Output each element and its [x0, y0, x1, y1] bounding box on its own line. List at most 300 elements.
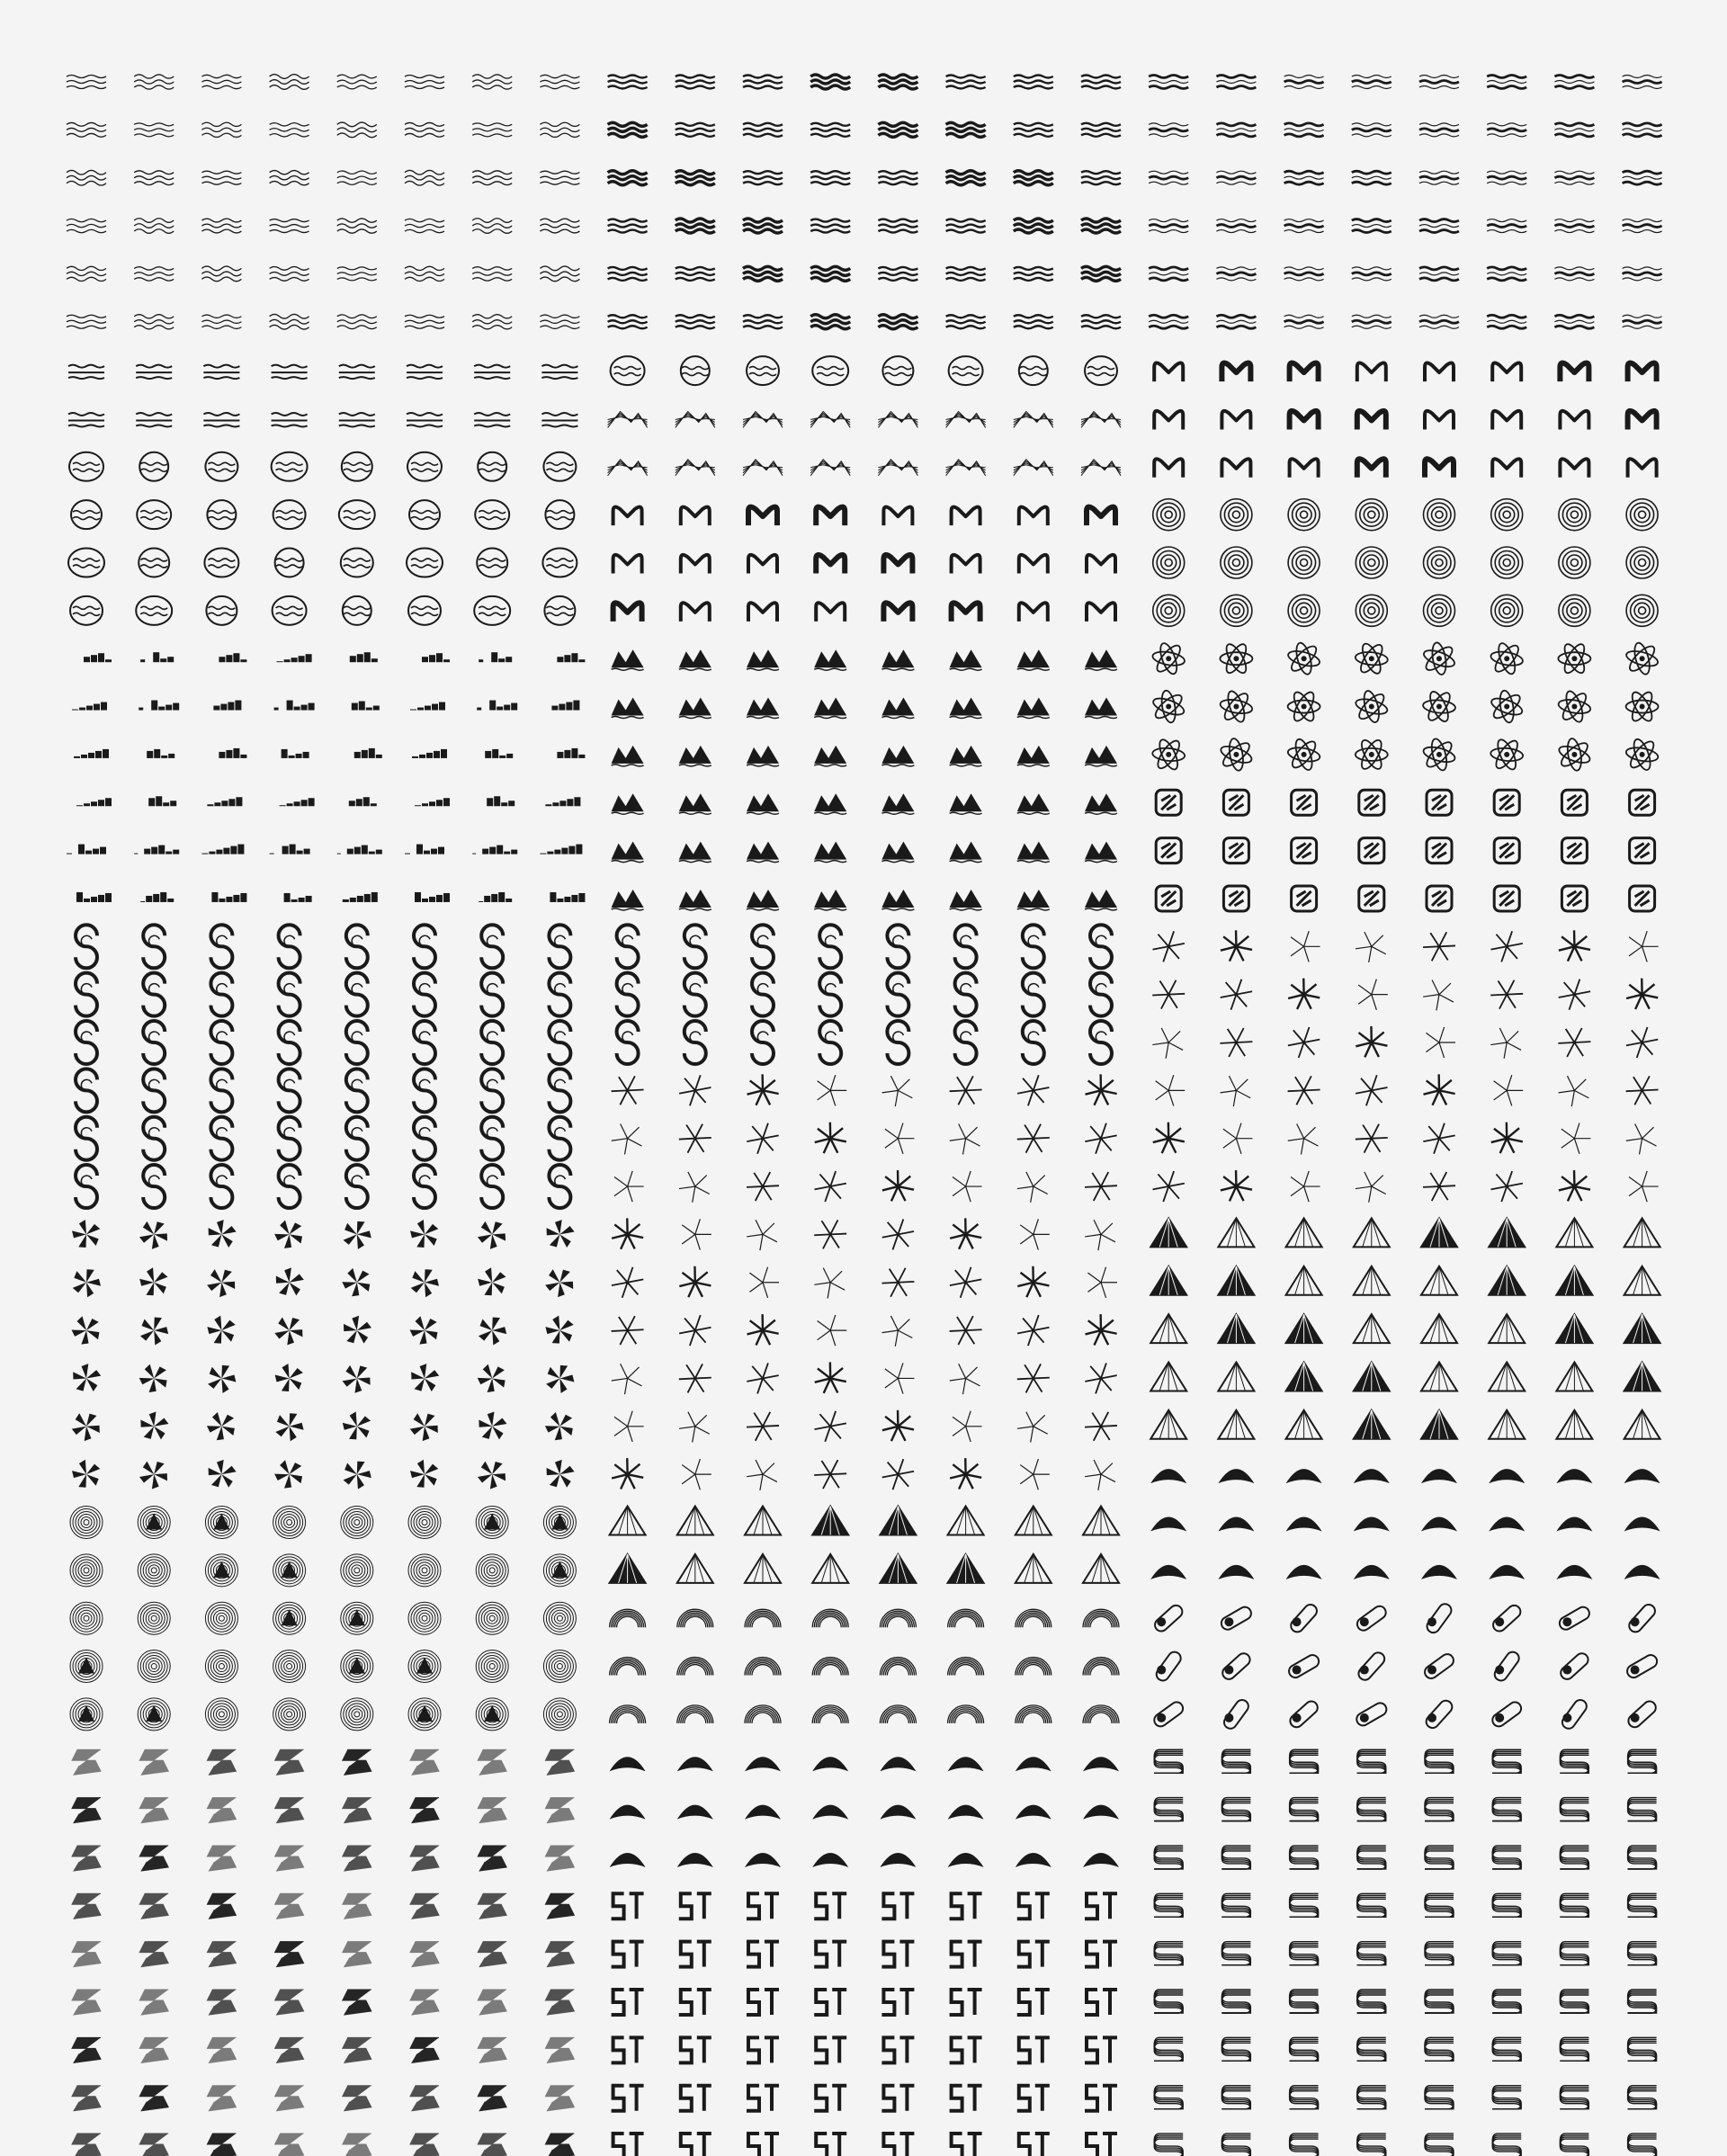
mountain-solid-icon: [612, 649, 644, 670]
concentric-icon: [543, 1507, 576, 1539]
concentric-icon: [408, 1698, 441, 1731]
target-icon: [1153, 499, 1185, 531]
skyline-icon: [140, 652, 174, 662]
mountain-solid-icon: [747, 698, 779, 719]
star-burst-icon: [1626, 1124, 1657, 1155]
pinwheel-icon: [545, 1268, 575, 1297]
waves-bold-icon: [1081, 266, 1121, 281]
waves-outline-icon: [337, 267, 377, 281]
waves-bold-icon: [946, 76, 986, 89]
pinwheel-icon: [410, 1316, 440, 1345]
tent-icon: [1624, 1517, 1660, 1532]
glyph-st-icon: [814, 1990, 846, 2015]
mountain-solid-icon: [1017, 890, 1050, 910]
concentric-icon: [543, 1554, 576, 1587]
stripe-s-icon: [1492, 1798, 1521, 1821]
star-burst-icon: [679, 1364, 711, 1392]
skyline-icon: [487, 796, 515, 806]
star-burst-icon: [1017, 1315, 1049, 1346]
ribbon-m-icon: [1221, 459, 1250, 478]
star-burst-icon: [1086, 1314, 1117, 1345]
star-burst-icon: [747, 1074, 779, 1105]
atom-icon: [1490, 690, 1525, 724]
ribbon-m-icon: [1019, 603, 1048, 622]
waves-bold-icon: [946, 122, 986, 137]
star-burst-icon: [815, 1411, 846, 1442]
pyramid-icon: [1421, 1410, 1457, 1439]
letter-s-icon: [275, 1893, 304, 1919]
target-icon: [1356, 499, 1387, 531]
pinwheel-icon: [274, 1221, 304, 1249]
spiral-s-icon: [143, 973, 165, 1016]
skyline-icon: [352, 702, 380, 711]
ribbon-m-icon: [613, 507, 642, 526]
arc-lines-icon: [677, 1705, 713, 1723]
mountain-solid-icon: [814, 793, 846, 814]
waves-mixed-icon: [1352, 76, 1391, 89]
stripe-s-icon: [1221, 1749, 1250, 1773]
glyph-st-icon: [679, 2086, 711, 2111]
knot-icon: [1359, 790, 1384, 815]
mountain-solid-icon: [747, 890, 779, 910]
waves-bold-icon: [676, 123, 715, 137]
star-burst-icon: [747, 1412, 779, 1441]
waves-outline-icon: [405, 266, 444, 281]
tent-icon: [1218, 1469, 1254, 1483]
star-burst-icon: [679, 1266, 711, 1297]
glyph-st-icon: [950, 2086, 982, 2111]
wave-circle-icon: [543, 452, 576, 481]
star-burst-icon: [882, 1170, 914, 1201]
arc-lines-icon: [1083, 1658, 1119, 1676]
star-burst-icon: [1288, 1027, 1320, 1058]
knot-icon: [1156, 886, 1181, 911]
star-burst-icon: [1017, 1364, 1050, 1392]
glyph-st-icon: [814, 2037, 846, 2062]
wave-circle-icon: [477, 549, 507, 577]
concentric-icon: [543, 1698, 576, 1731]
target-icon: [1626, 595, 1658, 626]
pill-icon: [1425, 1602, 1454, 1635]
tent-icon: [880, 1805, 916, 1820]
star-burst-icon: [882, 1219, 914, 1249]
star-burst-icon: [1221, 1170, 1252, 1201]
target-icon: [1424, 595, 1455, 626]
pill-icon: [1221, 1697, 1250, 1731]
concentric-icon: [543, 1602, 576, 1634]
letter-s-icon: [478, 1846, 506, 1871]
star-burst-icon: [1490, 1028, 1521, 1059]
waves-outline-icon: [472, 219, 512, 234]
ribbon-m-icon: [748, 603, 777, 622]
waves-outline-icon: [472, 75, 512, 89]
spiral-s-icon: [414, 925, 435, 968]
letter-s-icon: [275, 1942, 304, 1967]
waves-mixed-icon: [1149, 267, 1188, 281]
stripe-s-icon: [1154, 2086, 1183, 2109]
arc-lines-icon: [745, 1609, 781, 1627]
glyph-st-icon: [881, 1990, 914, 2015]
glyph-st-icon: [881, 2134, 914, 2156]
pinwheel-icon: [207, 1460, 237, 1489]
spiral-s-icon: [143, 1165, 165, 1208]
star-burst-icon: [612, 1364, 642, 1394]
spiral-s-icon: [76, 1021, 97, 1064]
pill-icon: [1355, 1701, 1389, 1728]
stripe-s-icon: [1290, 1942, 1319, 1965]
pyramid-icon: [1489, 1314, 1525, 1343]
skyline-icon: [76, 798, 112, 806]
pyramid-icon: [1354, 1266, 1390, 1295]
star-burst-icon: [612, 1218, 643, 1248]
spiral-s-icon: [481, 1069, 503, 1112]
star-burst-icon: [882, 1316, 913, 1346]
pinwheel-icon: [73, 1267, 101, 1297]
stripe-s-icon: [1492, 1942, 1521, 1965]
wave-lines-icon: [203, 413, 239, 427]
wave-circle-icon: [408, 596, 441, 625]
letter-s-icon: [343, 1798, 371, 1823]
pyramid-icon: [745, 1507, 781, 1535]
target-icon: [1288, 499, 1320, 531]
waves-bold-icon: [946, 171, 986, 185]
target-icon: [1626, 499, 1658, 531]
waves-mixed-icon: [1352, 123, 1391, 137]
letter-s-icon: [275, 1846, 304, 1871]
mountain-solid-icon: [881, 793, 914, 814]
spiral-s-icon: [346, 1165, 368, 1208]
letter-s-icon: [72, 2037, 101, 2062]
wave-lines-icon: [272, 413, 308, 427]
letter-s-icon: [275, 2037, 304, 2062]
letter-s-icon: [410, 1893, 439, 1919]
waves-mixed-icon: [1149, 219, 1188, 233]
star-burst-icon: [881, 1268, 914, 1297]
wave-lines-icon: [407, 365, 443, 380]
spiral-s-icon: [1090, 925, 1112, 968]
stripe-s-icon: [1221, 2134, 1250, 2156]
waves-mixed-icon: [1487, 123, 1526, 137]
letter-s-icon: [545, 2086, 574, 2111]
star-burst-icon: [612, 1458, 643, 1489]
spiral-s-icon: [549, 1165, 570, 1208]
letter-s-icon: [275, 2134, 304, 2156]
waves-outline-icon: [540, 75, 579, 88]
stripe-s-icon: [1492, 1749, 1521, 1773]
letter-s-icon: [410, 1749, 439, 1775]
star-burst-icon: [1356, 1026, 1387, 1057]
pinwheel-icon: [478, 1460, 507, 1489]
pinwheel-icon: [274, 1267, 304, 1296]
arc-lines-icon: [948, 1609, 984, 1627]
ribbon-m-icon: [1154, 411, 1183, 430]
waves-bold-icon: [743, 171, 783, 184]
glyph-st-icon: [950, 2134, 982, 2156]
waves-bold-icon: [946, 315, 986, 328]
star-burst-icon: [1221, 930, 1252, 961]
letter-s-icon: [275, 1798, 304, 1823]
star-burst-icon: [1288, 1124, 1319, 1155]
spiral-s-icon: [414, 1165, 435, 1208]
tent-icon: [880, 1757, 916, 1771]
pyramid-icon: [1218, 1266, 1254, 1295]
stripe-s-icon: [1221, 1798, 1250, 1821]
spiral-s-icon: [887, 973, 908, 1016]
concentric-icon: [70, 1554, 103, 1587]
concentric-icon: [70, 1507, 103, 1539]
concentric-icon: [138, 1602, 170, 1634]
arc-lines-icon: [880, 1705, 916, 1723]
star-burst-icon: [1356, 1172, 1386, 1203]
spiral-s-icon: [685, 973, 706, 1016]
tent-icon: [677, 1805, 713, 1820]
pyramid-icon: [1150, 1218, 1186, 1247]
spiral-s-icon: [617, 973, 639, 1016]
spiral-s-icon: [346, 1021, 368, 1064]
skyline-icon: [550, 892, 585, 902]
letter-s-icon: [72, 2134, 101, 2156]
spiral-s-icon: [210, 1117, 232, 1160]
pyramid-icon: [1083, 1554, 1119, 1583]
skyline-icon: [485, 749, 513, 758]
mountain-lines-icon: [946, 411, 986, 427]
wave-circle-icon: [882, 356, 913, 385]
stripe-s-icon: [1221, 1893, 1250, 1917]
glyph-st-icon: [881, 2086, 914, 2111]
mountain-solid-icon: [1017, 746, 1050, 766]
letter-s-icon: [72, 1798, 101, 1823]
waves-mixed-icon: [1284, 315, 1324, 328]
knot-icon: [1292, 838, 1317, 863]
concentric-icon: [476, 1554, 508, 1587]
pyramid-icon: [1286, 1410, 1322, 1439]
knot-icon: [1292, 790, 1317, 815]
stripe-s-icon: [1357, 1846, 1386, 1869]
wave-circle-icon: [139, 452, 168, 481]
waves-bold-icon: [608, 171, 648, 185]
star-burst-icon: [1085, 1172, 1117, 1201]
letter-s-icon: [410, 1798, 439, 1823]
concentric-icon: [476, 1651, 508, 1683]
pinwheel-icon: [72, 1364, 102, 1392]
skyline-icon: [557, 653, 585, 662]
letter-s-icon: [410, 2134, 439, 2156]
mountain-solid-icon: [1017, 793, 1050, 814]
atom-icon: [1490, 738, 1524, 773]
stripe-s-icon: [1425, 1846, 1454, 1869]
star-burst-icon: [814, 1268, 845, 1299]
ribbon-m-icon: [1154, 459, 1183, 478]
skyline-icon: [282, 749, 309, 758]
spiral-s-icon: [1023, 973, 1044, 1016]
star-burst-icon: [1491, 931, 1523, 962]
concentric-icon: [205, 1554, 237, 1587]
waves-outline-icon: [67, 76, 106, 89]
target-icon: [1559, 547, 1590, 578]
tent-icon: [1083, 1853, 1119, 1867]
spiral-s-icon: [481, 973, 503, 1016]
skyline-icon: [479, 652, 512, 662]
star-burst-icon: [950, 1364, 980, 1394]
ribbon-m-icon: [748, 555, 777, 574]
tent-icon: [1489, 1517, 1525, 1532]
arc-lines-icon: [1016, 1609, 1051, 1627]
wave-lines-icon: [339, 413, 375, 427]
star-burst-icon: [679, 1315, 711, 1346]
waves-mixed-icon: [1284, 171, 1324, 184]
mountain-lines-icon: [608, 411, 648, 427]
ribbon-m-icon: [681, 603, 710, 622]
mountain-solid-icon: [814, 698, 846, 719]
star-burst-icon: [1221, 980, 1252, 1010]
mountain-solid-icon: [679, 698, 711, 719]
spiral-s-icon: [210, 973, 232, 1016]
knot-icon: [1494, 790, 1519, 815]
wave-circle-icon: [949, 356, 983, 385]
star-burst-icon: [950, 1458, 981, 1489]
letter-s-icon: [410, 2037, 439, 2062]
pyramid-icon: [948, 1554, 984, 1583]
pill-icon: [1626, 1699, 1659, 1730]
waves-bold-icon: [946, 267, 986, 281]
target-icon: [1626, 547, 1658, 578]
pinwheel-icon: [478, 1267, 506, 1297]
stripe-s-icon: [1221, 1942, 1250, 1965]
ribbon-m-icon: [1425, 411, 1454, 430]
mountain-solid-icon: [881, 746, 914, 766]
stripe-s-icon: [1357, 2086, 1386, 2109]
wave-circle-icon: [136, 596, 172, 625]
star-burst-icon: [1291, 1171, 1320, 1202]
star-burst-icon: [612, 1124, 642, 1155]
wave-circle-icon: [681, 356, 710, 385]
tent-icon: [1421, 1517, 1457, 1532]
ribbon-m-icon: [1087, 603, 1115, 622]
concentric-icon: [205, 1651, 237, 1683]
ribbon-m-icon: [1425, 363, 1454, 382]
atom-icon: [1355, 641, 1388, 676]
concentric-icon: [341, 1554, 373, 1587]
concentric-icon: [408, 1554, 441, 1587]
star-burst-icon: [1020, 1459, 1050, 1490]
letter-s-icon: [410, 1846, 439, 1871]
letter-s-icon: [72, 2086, 101, 2111]
stripe-s-icon: [1560, 2037, 1588, 2061]
spiral-s-icon: [819, 1021, 841, 1064]
mountain-solid-icon: [612, 890, 644, 910]
tent-icon: [1150, 1469, 1186, 1483]
waves-outline-icon: [540, 219, 579, 233]
star-burst-icon: [1220, 1028, 1252, 1057]
waves-mixed-icon: [1554, 123, 1594, 137]
star-burst-icon: [882, 1076, 913, 1106]
wave-lines-icon: [407, 413, 443, 427]
spiral-s-icon: [414, 1117, 435, 1160]
letter-s-icon: [410, 1942, 439, 1967]
concentric-icon: [205, 1698, 237, 1731]
ribbon-m-icon: [1560, 363, 1588, 382]
wave-lines-icon: [541, 413, 577, 427]
glyph-st-icon: [612, 2134, 644, 2156]
pyramid-icon: [1556, 1362, 1592, 1391]
spiral-s-icon: [346, 925, 368, 968]
waves-bold-icon: [608, 122, 648, 137]
pinwheel-icon: [411, 1267, 439, 1297]
spiral-s-icon: [481, 925, 503, 968]
ribbon-m-icon: [613, 603, 642, 622]
glyph-st-icon: [881, 1942, 914, 1967]
spiral-s-icon: [143, 925, 165, 968]
wave-circle-icon: [343, 596, 371, 625]
target-icon: [1153, 547, 1185, 578]
letter-s-icon: [478, 1893, 506, 1919]
skyline-icon: [84, 653, 112, 662]
spiral-s-icon: [887, 925, 908, 968]
stripe-s-icon: [1492, 2134, 1521, 2156]
ribbon-m-icon: [681, 507, 710, 526]
skyline-icon: [343, 892, 378, 902]
star-burst-icon: [815, 1171, 846, 1202]
pinwheel-icon: [275, 1411, 303, 1441]
spiral-s-icon: [279, 925, 300, 968]
letter-s-icon: [478, 2134, 506, 2156]
letter-s-icon: [275, 1990, 304, 2015]
waves-mixed-icon: [1623, 171, 1662, 184]
concentric-icon: [138, 1554, 170, 1587]
knot-icon: [1561, 790, 1587, 815]
stripe-s-icon: [1628, 1749, 1657, 1773]
spiral-s-icon: [481, 1117, 503, 1160]
tent-icon: [880, 1853, 916, 1867]
spiral-s-icon: [1090, 1021, 1112, 1064]
stripe-s-icon: [1154, 2134, 1183, 2156]
mountain-solid-icon: [1085, 890, 1117, 910]
letter-s-icon: [478, 1798, 506, 1823]
concentric-icon: [341, 1507, 373, 1539]
knot-icon: [1561, 886, 1587, 911]
pyramid-icon: [745, 1554, 781, 1583]
waves-outline-icon: [270, 267, 309, 282]
mountain-solid-icon: [1085, 746, 1117, 766]
glyph-st-icon: [679, 1942, 711, 1967]
target-icon: [1559, 595, 1590, 626]
concentric-icon: [273, 1554, 306, 1587]
wave-circle-icon: [545, 500, 574, 529]
glyph-st-icon: [881, 2037, 914, 2062]
pinwheel-icon: [207, 1220, 237, 1248]
waves-outline-icon: [134, 267, 174, 281]
pyramid-icon: [1150, 1266, 1186, 1295]
tent-icon: [610, 1853, 646, 1867]
stripe-s-icon: [1357, 1749, 1386, 1773]
pyramid-icon: [880, 1554, 916, 1583]
letter-s-icon: [545, 1846, 574, 1871]
arc-lines-icon: [677, 1609, 713, 1627]
stripe-s-icon: [1628, 1846, 1657, 1869]
concentric-icon: [70, 1651, 103, 1683]
stripe-s-icon: [1357, 1798, 1386, 1821]
waves-bold-icon: [878, 267, 917, 281]
pyramid-icon: [1421, 1266, 1457, 1295]
ribbon-m-icon: [1357, 411, 1386, 430]
stripe-s-icon: [1290, 1749, 1319, 1773]
tent-icon: [948, 1853, 984, 1867]
pyramid-icon: [1489, 1410, 1525, 1439]
glyph-st-icon: [950, 1893, 982, 1919]
concentric-icon: [70, 1698, 103, 1731]
mountain-solid-icon: [881, 698, 914, 719]
star-burst-icon: [1561, 1123, 1591, 1154]
